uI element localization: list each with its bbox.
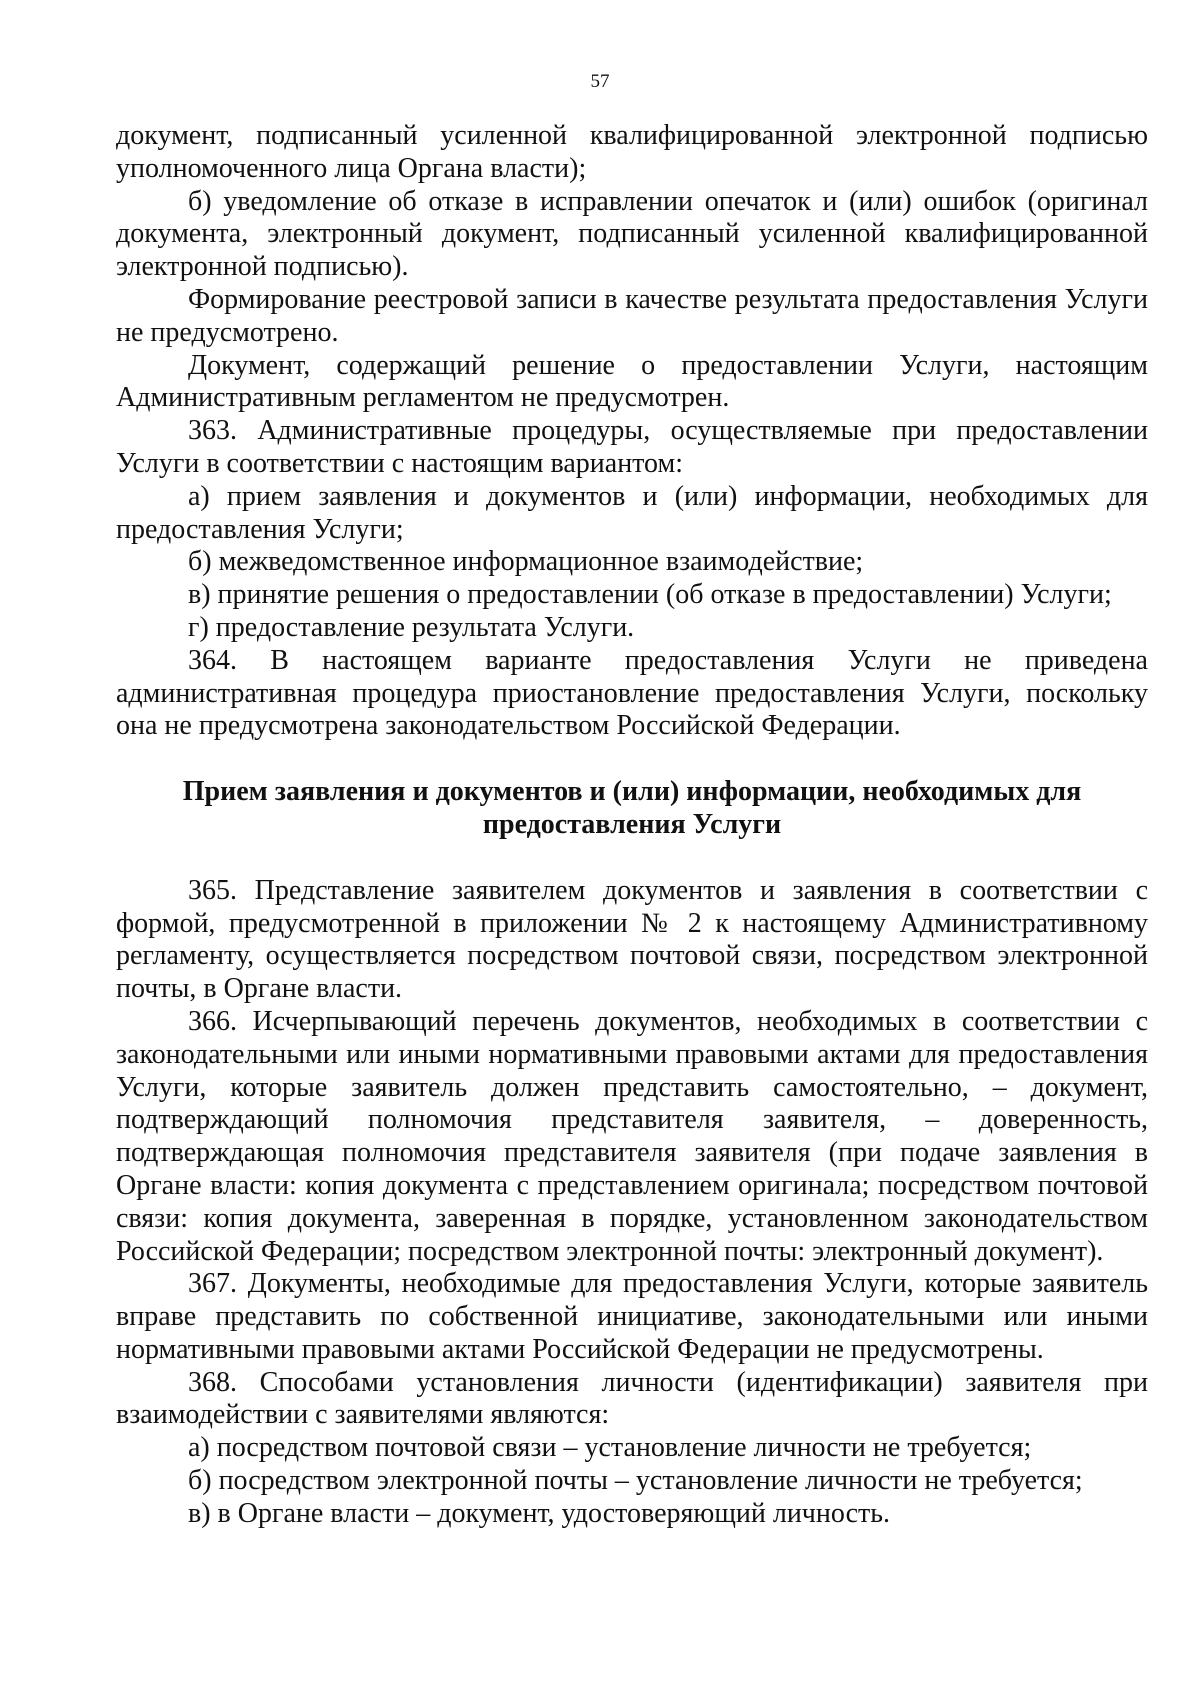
list-item: а) посредством почтовой связи – установление личности не требуется;	[188, 1432, 1032, 1464]
list-item: б) уведомление об отказе в исправлении опечаток и (или) ошибок (оригинал документа, электронный документ, подписанный усиленной квалифицированной электронной подписью).	[116, 185, 1148, 283]
clause-365: 365. Представление заявителем документов и заявления в соответствии с формой, предусмотренной в приложении № 2 к настоящему Административному регламенту, осуществляется посредством почтовой связи, посредством электронной почты, в Органе власти.	[116, 874, 1148, 1005]
list-item: а) прием заявления и документов и (или) информации, необходимых для предоставления Услуги;	[116, 480, 1148, 545]
paragraph: Документ, содержащий решение о предоставлении Услуги, настоящим Административным регламентом не предусмотрен.	[116, 349, 1148, 414]
list-item: б) межведомственное информационное взаимодействие;	[188, 546, 864, 578]
list-item: б) посредством электронной почты – установление личности не требуется;	[188, 1465, 1083, 1497]
list-item: в) в Органе власти – документ, удостоверяющий личность.	[188, 1497, 890, 1529]
document-body	[116, 120, 1148, 1531]
clause-364: 364. В настоящем варианте предоставления Услуги не приведена административная процедура приостановление предоставления Услуги, поскольку она не предусмотрена законодательством Российской Федерации.	[116, 644, 1148, 742]
clause-367: 367. Документы, необходимые для предоставления Услуги, которые заявитель вправе представить по собственной инициативе, законодательными или иными нормативными правовыми актами Российской Федерации не предусмотрены.	[116, 1268, 1148, 1365]
clause-363: 363. Административные процедуры, осуществляемые при предоставлении Услуги в соответствии с настоящим вариантом:	[116, 415, 1148, 479]
paragraph: Формирование реестровой записи в качестве результата предоставления Услуги не предусмотрено.	[116, 283, 1148, 348]
list-item: г) предоставление результата Услуги.	[188, 611, 635, 643]
page-number: 57	[590, 71, 610, 92]
clause-368: 368. Способами установления личности (идентификации) заявителя при взаимодействии с заявителями являются:	[116, 1366, 1148, 1431]
clause-366: 366. Исчерпывающий перечень документов, необходимых в соответствии с законодательными или иными нормативными правовыми актами для предоставления Услуги, которые заявитель должен представить самостоятельно, – документ, подтверждающий полномочия представителя заявителя, – доверенность, подтверждающая полномочия представителя заявителя (при подаче заявления в Органе власти: копия документа с представлением оригинала; посредством почтовой связи: копия документа, заверенная в порядке, установленном законодательством Российской Федерации; посредством электронной почты: электронный документ).	[116, 1005, 1148, 1267]
list-item: в) принятие решения о предоставлении (об отказе в предоставлении) Услуги;	[188, 579, 1112, 611]
section-heading: Прием заявления и документов и (или) информации, необходимых для предоставления Услуги	[182, 776, 1082, 840]
paragraph: документ, подписанный усиленной квалифицированной электронной подписью уполномоченного лица Органа власти);	[116, 120, 1148, 184]
